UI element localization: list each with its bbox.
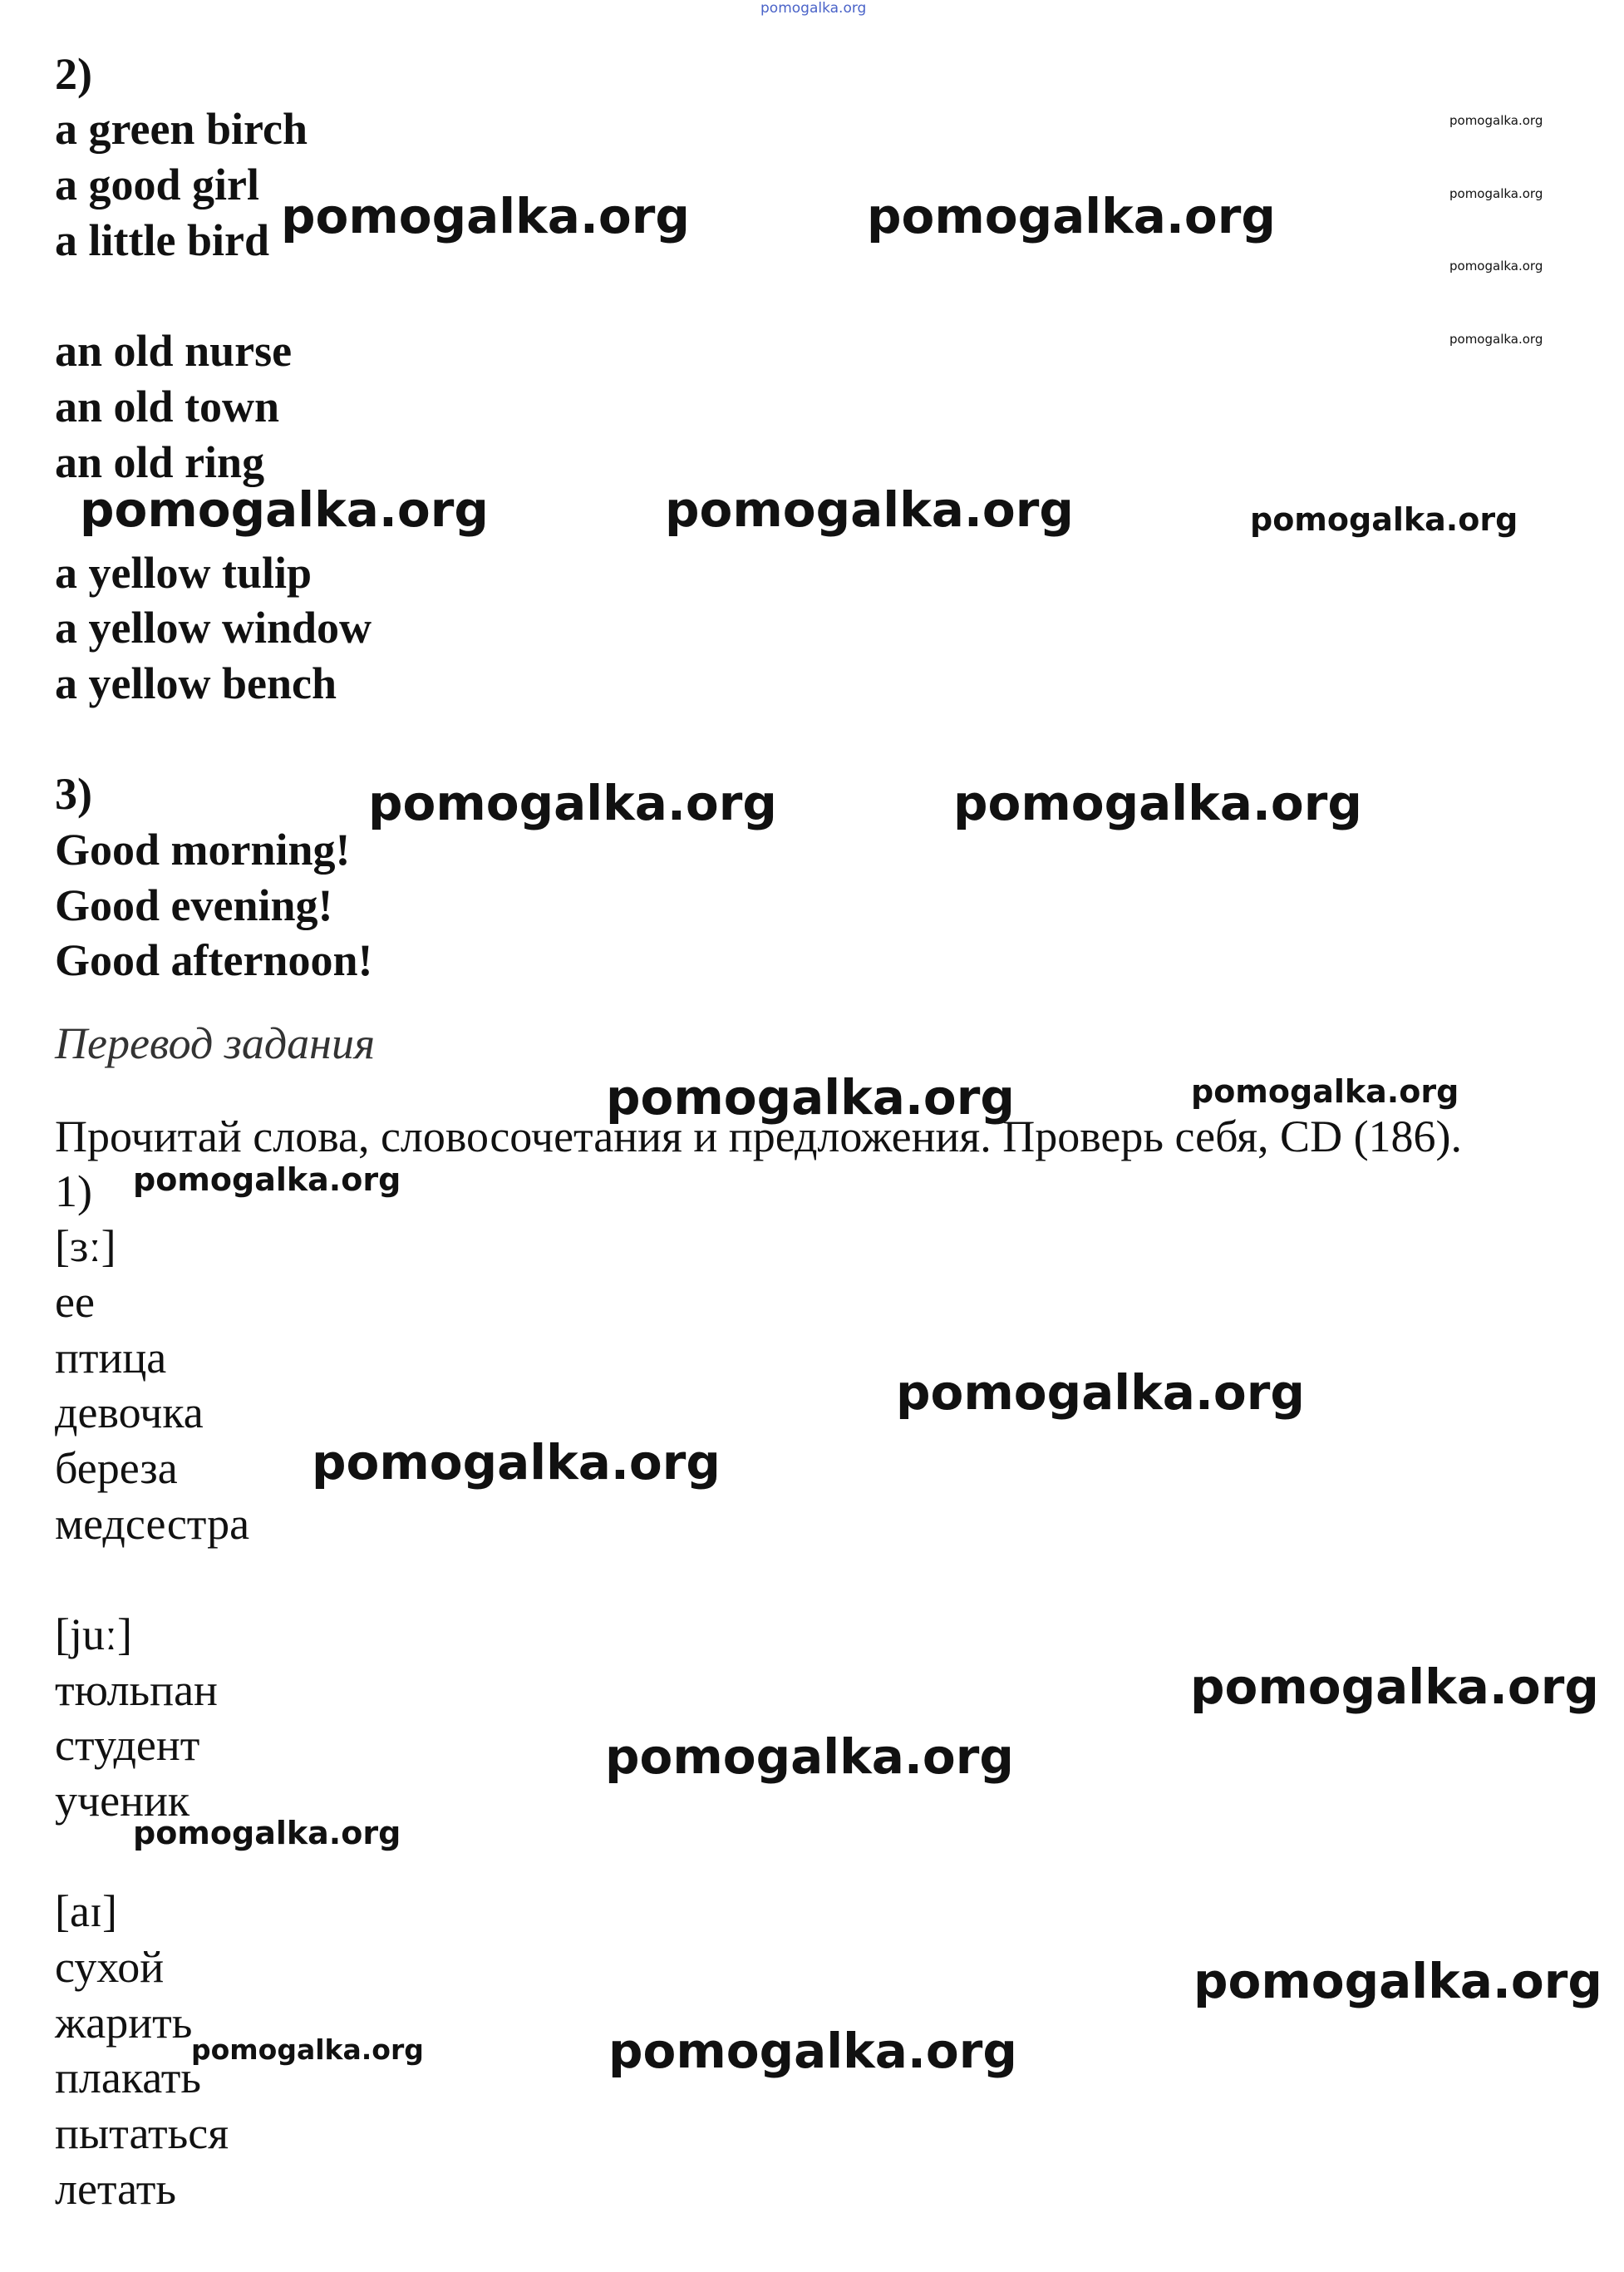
- watermark: pomogalka.org: [1193, 1953, 1602, 2009]
- watermark: pomogalka.org: [665, 481, 1074, 538]
- watermark: pomogalka.org: [1449, 186, 1543, 201]
- section2-line: a yellow bench: [55, 658, 337, 708]
- watermark: pomogalka.org: [1190, 1658, 1599, 1715]
- section2-line: an old town: [55, 382, 280, 431]
- section2-line: a yellow tulip: [55, 548, 312, 598]
- section2-line: a yellow window: [55, 603, 372, 653]
- word-item: летать: [55, 2164, 176, 2214]
- watermark: pomogalka.org: [133, 1815, 401, 1851]
- word-item: жарить: [55, 1998, 193, 2048]
- watermark: pomogalka.org: [896, 1364, 1305, 1421]
- watermark: pomogalka.org: [191, 2033, 424, 2066]
- section2-line: a little bird: [55, 215, 269, 265]
- watermark: pomogalka.org: [953, 775, 1362, 831]
- watermark: pomogalka.org: [312, 1434, 721, 1491]
- watermark: pomogalka.org: [1449, 332, 1543, 347]
- watermark: pomogalka.org: [605, 1728, 1014, 1785]
- sound-label: [aɪ]: [55, 1886, 117, 1936]
- sound-label: [ɜː]: [55, 1221, 116, 1271]
- section3-line: Good afternoon!: [55, 935, 373, 985]
- word-item: сухой: [55, 1942, 165, 1992]
- word-item: береза: [55, 1443, 178, 1493]
- watermark: pomogalka.org: [281, 188, 690, 244]
- watermark: pomogalka.org: [80, 481, 489, 538]
- word-item: студент: [55, 1720, 200, 1770]
- watermark: pomogalka.org: [608, 2023, 1017, 2079]
- watermark: pomogalka.org: [1449, 259, 1543, 274]
- translation-title: Перевод задания: [55, 1018, 376, 1068]
- watermark: pomogalka.org: [133, 1161, 401, 1198]
- section2-line: a green birch: [55, 104, 308, 154]
- word-item: птица: [55, 1333, 167, 1382]
- watermark: pomogalka.org: [1191, 1073, 1459, 1110]
- word-item: плакать: [55, 2053, 202, 2102]
- section3-line: Good evening!: [55, 880, 333, 930]
- word-item: медсестра: [55, 1499, 250, 1549]
- watermark: pomogalka.org: [606, 1069, 1015, 1126]
- word-item: тюльпан: [55, 1665, 218, 1715]
- top-watermark: pomogalka.org: [760, 0, 867, 17]
- word-item: пытаться: [55, 2108, 229, 2158]
- section2-line: a good girl: [55, 160, 260, 209]
- section3-line: Good morning!: [55, 825, 351, 875]
- word-item: ученик: [55, 1776, 190, 1826]
- section2-line: an old nurse: [55, 326, 293, 376]
- word-item: ее: [55, 1277, 95, 1327]
- section2-heading: 2): [55, 49, 92, 99]
- sound-label: [juː]: [55, 1609, 132, 1659]
- translation-instruction: Прочитай слова, словосочетания и предложения. Проверь себя, CD (186).: [55, 1111, 1463, 1161]
- watermark: pomogalka.org: [867, 188, 1276, 244]
- watermark: pomogalka.org: [1449, 113, 1543, 128]
- section3-heading: 3): [55, 769, 92, 819]
- section2-line: an old ring: [55, 437, 265, 487]
- word-item: девочка: [55, 1387, 204, 1437]
- watermark: pomogalka.org: [368, 775, 777, 831]
- watermark: pomogalka.org: [1250, 501, 1518, 538]
- translation-part1: 1): [55, 1166, 92, 1216]
